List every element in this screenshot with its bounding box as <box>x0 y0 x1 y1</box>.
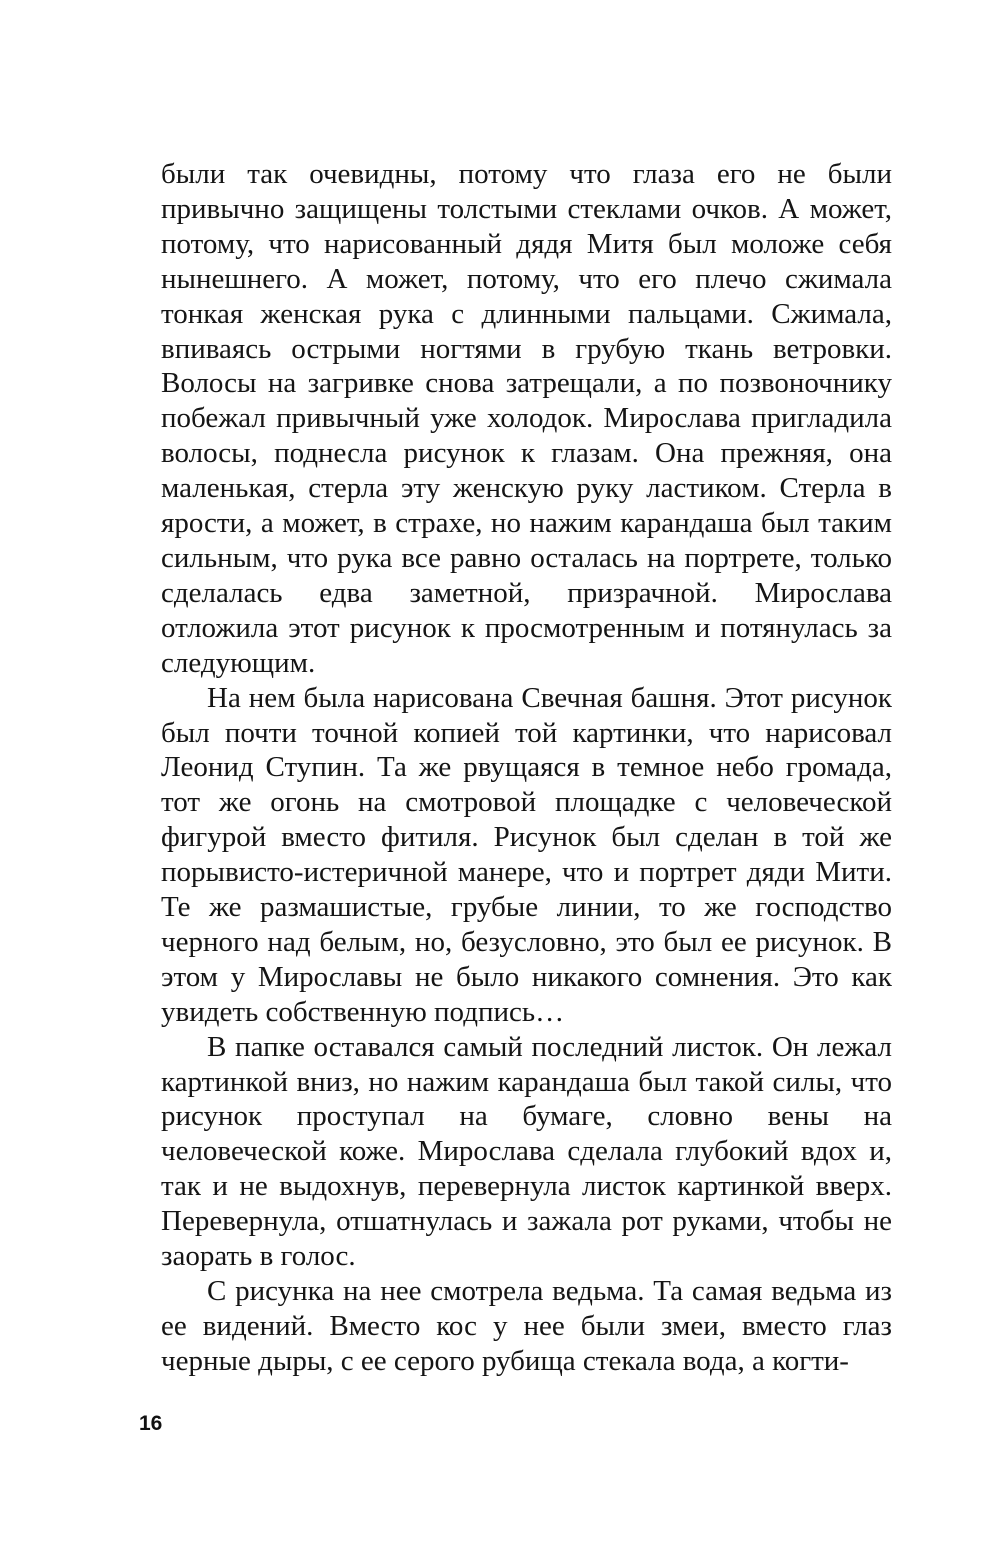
paragraph-4: С рисунка на нее смотрела ведьма. Та самая ведьма из ее видений. Вместо кос у нее были змеи, вместо глаз черные дыры, с ее серого рубища стекала вода, а когти- <box>161 1275 892 1377</box>
page-number: 16 <box>139 1412 163 1435</box>
paragraph-1: были так очевидны, потому что глаза его не были привычно защищены толстыми стеклами очков. А может, потому, что нарисованный дядя Митя был моложе себя нынешнего. А может, потому, что его плечо сжимала тонкая женская рука с длинными пальцами. Сжимала, впиваясь острыми ногтями в грубую ткань ветровки. Волосы на загривке снова затрещали, а по позвоночнику побежал привычный уже холодок. Мирослава пригладила волосы, поднесла рисунок к глазам. Она прежняя, она маленькая, стерла эту женскую руку ластиком. Стерла в ярости, а может, в страхе, но нажим карандаша был таким сильным, что рука все равно осталась на портрете, только сделалась едва заметной, призрачной. Мирослава отложила этот рисунок к просмотренным и потянулась за следующим. <box>161 158 892 679</box>
paragraph-3: В папке оставался самый последний листок. Он лежал картинкой вниз, но нажим карандаша был такой силы, что рисунок проступал на бумаге, словно вены на человеческой коже. Мирослава сделала глубокий вдох и, так и не выдохнув, перевернула листок картинкой вверх. Перевернула, отшатнулась и зажала рот руками, чтобы не заорать в голос. <box>161 1030 892 1273</box>
paragraph-2: На нем была нарисована Свечная башня. Этот рисунок был почти точной копией той картинки, что нарисовал Леонид Ступин. Та же рвущаяся в темное небо громада, тот же огонь на смотровой площадке с человеческой фигурой вместо фитиля. Рисунок был сделан в той же порывисто-истеричной манере, что и портрет дяди Мити. Те же размашистые, грубые линии, то же господство черного над белым, но, безусловно, это был ее рисунок. В этом у Мирославы не было никакого сомнения. Это как увидеть собственную подпись… <box>161 681 892 1028</box>
body-text <box>161 157 892 1379</box>
